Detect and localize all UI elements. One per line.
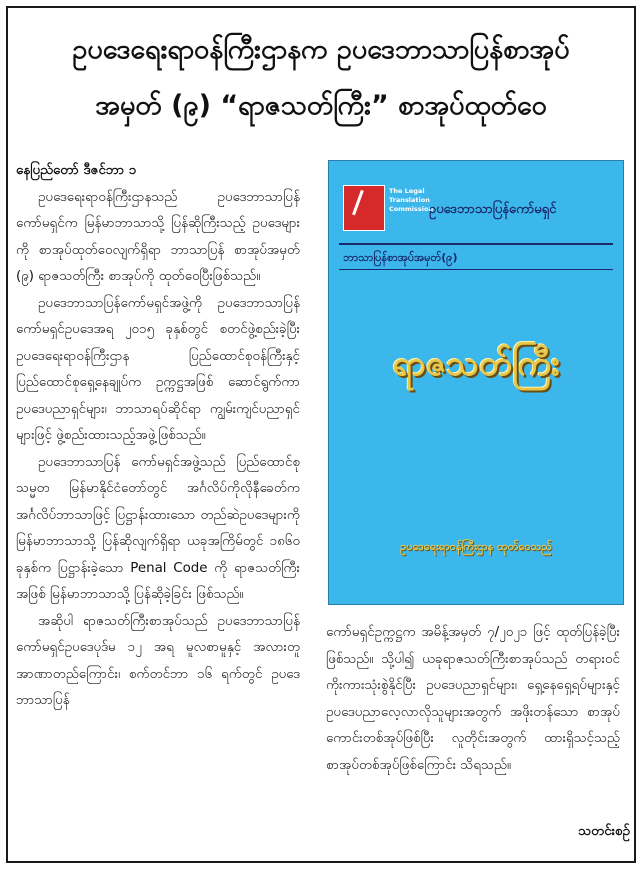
- article-left-column: [16, 158, 300, 715]
- paragraph-1: ဥပဒေရေးရာဝန်ကြီးဌာနသည် ဥပဒေဘာသာပြန်ကော်မရှင်က မြန်မာဘာသာသို့ ပြန်ဆိုကြီးသည့် ဥပဒေများကို စာအုပ်ထုတ်ဝေလျက်ရှိရာ ဘာသာပြန် စာအုပ်အမှတ် (၉) ရာဇသတ်ကြီး စာအုပ်ကို ထုတ်ဝေပြီးဖြစ်သည်။: [16, 189, 300, 284]
- cover-divider-thin: [339, 269, 613, 270]
- headline-line-2: အမှတ် (၉) “ရာဇသတ်ကြီး” စာအုပ်ထုတ်ဝေ: [95, 90, 547, 121]
- paragraph-3: ဥပဒေဘာသာပြန် ကော်မရှင်အဖွဲ့သည် ပြည်ထောင်စုသမ္မတ မြန်မာနိုင်ငံတော်တွင် အင်္ဂလိပ်ကိုလိုနီခေတ်က အင်္ဂလိပ်ဘာသာဖြင့် ပြဋ္ဌာန်းထားသော တည်ဆဲဥပဒေများကို မြန်မာဘာသာသို့ ပြန်ဆိုလျက်ရှိရာ ယခုအကြိမ်တွင် ၁၈၆၀ ခုနှစ်က ပြဋ္ဌာန်းခဲ့သော Penal Code ကို ရာဇသတ်ကြီးအဖြစ် မြန်မာဘာသာသို့ ပြန်ဆိုခဲ့ခြင်း ဖြစ်သည်။: [16, 454, 300, 602]
- paragraph-2: ဥပဒေဘာသာပြန်ကော်မရှင်အဖွဲ့ကို ဥပဒေဘာသာပြန်ကော်မရှင်ဥပဒေအရ ၂၀၁၅ ခုနှစ်တွင် စတင်ဖွဲ့စည်းခဲ့ပြီး ဥပဒေရေးရာဝန်ကြီးဌာန ပြည်ထောင်စုဝန်ကြီးနှင့် ပြည်ထောင်စုရှေ့နေချုပ်က ဥက္ကဋ္ဌအဖြစ် ဆောင်ရွက်ကာ ဥပဒေပညာရှင်များ၊ ဘာသာရပ်ဆိုင်ရာ ကျွမ်းကျင်ပညာရှင်များဖြင့် ဖွဲ့စည်းထားသည့်အဖွဲ့ဖြစ်သည်။: [16, 295, 300, 443]
- headline-line-1: ဥပဒေရေးရာဝန်ကြီးဌာနက ဥပဒေဘာသာပြန်စာအုပ်: [72, 34, 570, 65]
- byline: သတင်းစဉ်: [578, 824, 630, 839]
- cover-series-number: ဘာသာပြန်စာအုပ်အမှတ်(၉): [343, 251, 458, 264]
- logo-english-text: The Legal Translation Commission: [389, 187, 434, 213]
- commission-logo-icon: [343, 185, 385, 231]
- cover-publisher: ဥပဒေရေးရာဝန်ကြီးဌာန ထုတ်ဝေသည်: [400, 540, 552, 553]
- dateline: နေပြည်တော် ဒီဇင်ဘာ ၁: [16, 163, 137, 178]
- article-right-column: [326, 620, 620, 779]
- book-cover-image: [328, 160, 624, 605]
- pen-icon: [352, 190, 377, 220]
- paragraph-4: အဆိုပါ ရာဇသတ်ကြီးစာအုပ်သည် ဥပဒေဘာသာပြန်ကော်မရှင်ဥပဒေပုဒ်မ ၁၂ အရ မူလစာမူနှင့် အလားတူ အာဏာတည်ကြောင်း၊ စက်တင်ဘာ ၁၆ ရက်တွင် ဥပဒေဘာသာပြန်: [16, 613, 300, 708]
- headline: [8, 22, 634, 134]
- cover-org-name: ဥပဒေဘာသာပြန်ကော်မရှင်: [429, 202, 557, 217]
- cover-book-title: ရာဇသတ်ကြီး: [392, 344, 560, 384]
- paragraph-continuation: ကော်မရှင်ဥက္ကဋ္ဌက အမိန့်အမှတ် ၇/၂၀၂၁ ဖြင့် ထုတ်ပြန်ခဲ့ပြီးဖြစ်သည်။ သို့ပါ၍ ယခုရာဇသတ်ကြီးစာအုပ်သည် တရားဝင်ကိုးကားသုံးစွဲနိုင်ပြီး ဥပဒေပညာရှင်များ၊ ရှေ့နေရှေ့ရပ်များနှင့် ဥပဒေပညာလေ့လာလိုသူများအတွက် အဖိုးတန်သော စာအုပ်ကောင်းတစ်အုပ်ဖြစ်ပြီး လူတိုင်းအတွက် ထားရှိသင့်သည့် စာအုပ်တစ်အုပ်ဖြစ်ကြောင်း သိရသည်။: [326, 625, 620, 773]
- cover-divider: [339, 243, 613, 245]
